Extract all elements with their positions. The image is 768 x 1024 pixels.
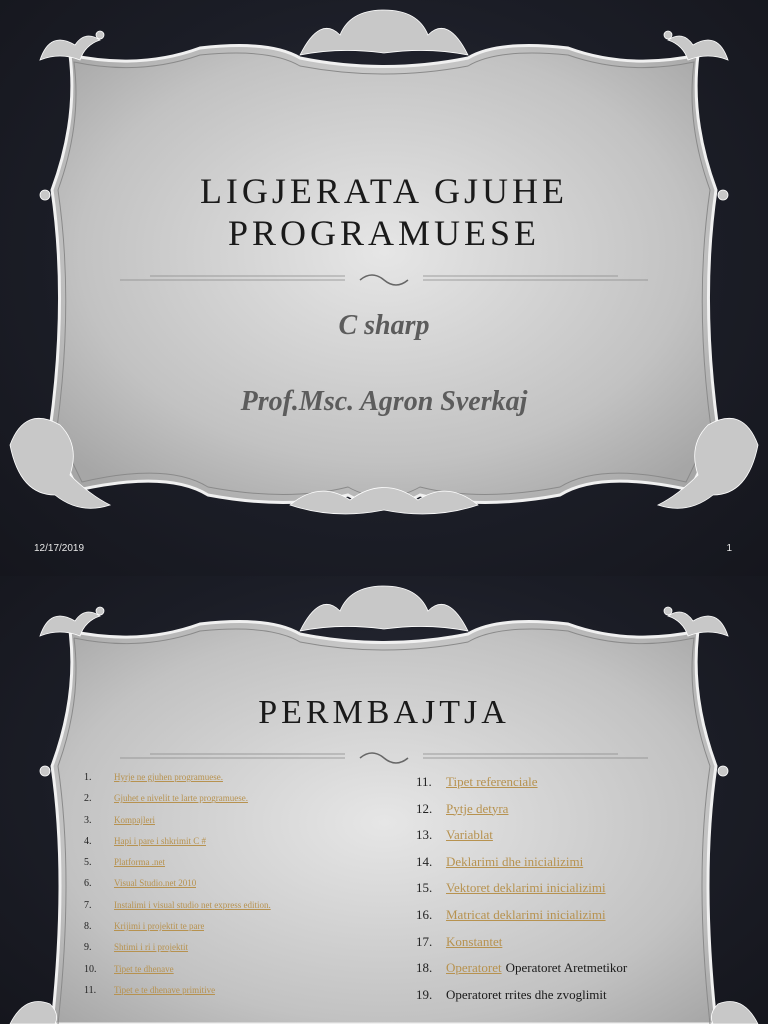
toc-item-number: 7.: [84, 899, 92, 911]
toc-item-link[interactable]: Tipet e te dhenave primitive: [114, 984, 216, 995]
toc-item-link[interactable]: Tipet referenciale: [446, 774, 538, 789]
toc-item-link[interactable]: Shtimi i ri i projektit: [114, 942, 188, 953]
toc-item: [84, 815, 344, 836]
footer-date: 12/17/2019: [34, 543, 85, 554]
toc-item-link[interactable]: Deklarimi dhe inicializimi: [446, 853, 584, 869]
slide-2: [0, 576, 768, 1024]
toc-item: [416, 880, 706, 907]
toc-item-number: 3.: [84, 814, 92, 826]
toc-item-link[interactable]: Instalimi i visual studio net express edition.: [114, 899, 271, 910]
toc-item-link[interactable]: Krijimi i projektit te pare: [114, 921, 205, 932]
toc-item-number: 10.: [84, 963, 97, 975]
toc-item-number: 13.: [416, 827, 433, 843]
toc-item: [416, 960, 706, 987]
toc-item-link[interactable]: Kompajleri: [114, 814, 155, 825]
toc-item-link[interactable]: Hyrje ne gjuhen programuese.: [114, 772, 223, 782]
toc-item-link[interactable]: Platforma .net: [114, 857, 165, 868]
toc-item-number: 16.: [416, 906, 433, 922]
slide-title: [0, 170, 768, 254]
toc-item-number: 2.: [84, 793, 92, 805]
toc-item: [84, 878, 344, 899]
toc-item: [416, 907, 706, 934]
author: Prof.Msc. Agron Sverkaj: [240, 386, 528, 417]
toc-item-number: 11.: [416, 774, 432, 789]
toc-item-number: 11.: [84, 984, 97, 996]
toc-item: [416, 987, 706, 1014]
toc-item-number: 15.: [416, 880, 433, 896]
toc-item-link[interactable]: Hapi i pare i shkrimit C #: [114, 835, 206, 846]
toc-item-link[interactable]: Pytje detyra: [446, 800, 509, 816]
toc-item-number: 5.: [84, 857, 92, 869]
title-line-2: PROGRAMUESE: [227, 213, 541, 253]
toc-item-link[interactable]: Tipet te dhenave: [114, 963, 174, 974]
toc-item-number: 8.: [84, 921, 92, 933]
toc-item: [84, 836, 344, 857]
toc-item: [84, 921, 344, 942]
toc-item: [416, 801, 706, 828]
toc-item: [84, 900, 344, 921]
toc-item-link[interactable]: Operatoret: [446, 960, 502, 976]
toc-item: [84, 793, 344, 814]
toc-item-link[interactable]: Variablat: [446, 827, 493, 843]
toc-item-link[interactable]: Matricat deklarimi inicializimi: [446, 906, 606, 922]
subtitle: C sharp: [338, 310, 430, 341]
toc-item-text: Operatoret Aretmetikor: [505, 960, 628, 976]
toc-item: [84, 942, 344, 963]
toc-item: [416, 827, 706, 854]
toc-item: [84, 964, 344, 985]
toc-item-number: 1.: [84, 772, 92, 783]
toc-item: [416, 774, 706, 801]
title-line-1: LIGJERATA GJUHE: [199, 171, 569, 211]
toc-item-number: 9.: [84, 942, 92, 954]
toc-item-number: 4.: [84, 835, 92, 847]
toc-item-number: 14.: [416, 853, 433, 869]
toc-item: [84, 985, 344, 1006]
toc-item-number: 12.: [416, 800, 433, 816]
toc-item-number: 18.: [416, 960, 433, 976]
slide-title-2: PERMBAJTJA: [258, 694, 510, 731]
toc-left-list: [84, 772, 344, 1006]
toc-item-link[interactable]: Vektoret deklarimi inicializimi: [446, 880, 606, 896]
toc-item-number: 17.: [416, 933, 433, 949]
toc-item-text: Operatoret rrites dhe zvoglimit: [446, 986, 607, 1002]
slide-number: 1: [726, 543, 732, 554]
toc-item: [416, 934, 706, 961]
toc-item: [84, 772, 344, 793]
toc-item-link[interactable]: Gjuhet e nivelit te larte programuese.: [114, 793, 248, 804]
toc-item-link[interactable]: Visual Studio.net 2010: [114, 878, 197, 889]
toc-item-number: 19.: [416, 986, 433, 1002]
toc-item: [416, 854, 706, 881]
toc-item-number: 6.: [84, 878, 92, 890]
toc-item-link[interactable]: Konstantet: [446, 933, 503, 949]
toc-right-list: [416, 774, 706, 1013]
toc-item: [84, 857, 344, 878]
